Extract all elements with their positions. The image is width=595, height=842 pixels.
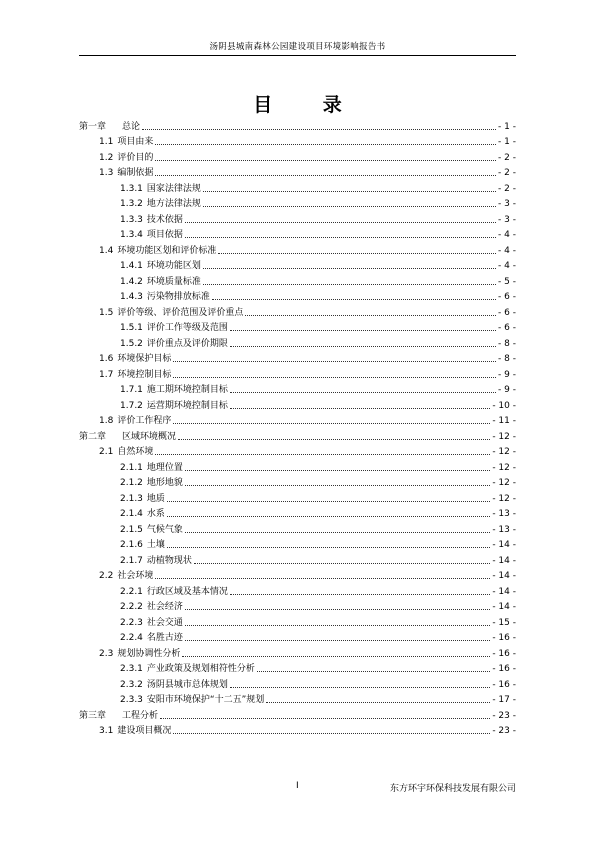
toc-entry-page: - 13 -	[492, 509, 516, 519]
toc-entry-page: - 13 -	[492, 524, 516, 535]
toc-entry[interactable]	[79, 427, 516, 443]
toc-entry-page: - 14 -	[492, 571, 516, 581]
toc-entry-number: 1.3.4	[120, 230, 143, 240]
toc-entry-title: 工程分析	[122, 710, 159, 721]
toc-entry-title: 建设项目概况	[117, 726, 172, 736]
toc-entry-number: 1.1	[99, 137, 114, 147]
toc-entry-title: 环境保护目标	[117, 354, 172, 364]
toc-dot-leader	[155, 454, 490, 455]
toc-entry[interactable]	[79, 179, 516, 195]
toc-entry-title: 社会交通	[146, 617, 183, 628]
toc-dot-leader	[230, 392, 496, 393]
toc-entry-title: 环境功能区划	[146, 261, 201, 271]
toc-entry[interactable]	[79, 241, 516, 257]
toc-entry-title: 评价工作等级及范围	[146, 323, 228, 333]
toc-entry-number: 1.7	[99, 369, 114, 380]
toc-entry-title: 气候气象	[146, 524, 183, 535]
toc-dot-leader	[230, 346, 496, 347]
toc-entry-number: 2.1.1	[120, 462, 143, 473]
toc-dot-leader	[167, 501, 490, 502]
toc-entry[interactable]	[79, 257, 516, 273]
toc-entry-title: 社会环境	[117, 571, 154, 581]
toc-dot-leader	[230, 594, 490, 595]
toc-entry-number: 2.1.5	[120, 524, 143, 535]
toc-entry[interactable]	[79, 722, 516, 738]
toc-entry-page: - 5 -	[498, 276, 516, 287]
toc-entry-number: 1.4.2	[120, 276, 143, 287]
toc-entry-number: 1.4.3	[120, 292, 143, 302]
toc-entry-page: - 12 -	[492, 431, 516, 442]
toc-entry[interactable]	[79, 381, 516, 397]
toc-entry-number: 2.2.1	[120, 586, 143, 597]
toc-entry-title: 污染物排放标准	[146, 292, 210, 302]
toc-entry[interactable]	[79, 598, 516, 614]
toc-entry-page: - 16 -	[492, 648, 516, 659]
toc-entry-page: - 16 -	[492, 633, 516, 643]
page-header: 汤阴县城南森林公园建设项目环境影响报告书	[209, 42, 386, 52]
toc-entry-number: 1.5.2	[120, 338, 143, 349]
toc-entry-number: 1.3.3	[120, 214, 143, 225]
toc-entry-title: 评价目的	[117, 152, 154, 163]
toc-dot-leader	[173, 423, 490, 424]
toc-dot-leader	[266, 702, 490, 703]
toc-entry-title: 行政区域及基本情况	[146, 586, 228, 597]
toc-entry-number: 1.5	[99, 307, 114, 318]
toc-entry-number: 1.7.2	[120, 400, 143, 411]
toc-entry-number: 2.2	[99, 571, 114, 581]
toc-entry-number: 2.1.3	[120, 493, 143, 504]
toc-entry-number: 2.3.3	[120, 695, 143, 705]
toc-entry-page: - 8 -	[498, 354, 516, 364]
toc-entry-number: 1.7.1	[120, 385, 143, 395]
toc-entry-title: 社会经济	[146, 602, 183, 612]
toc-entry-page: - 8 -	[498, 338, 516, 349]
toc-entry-number: 1.4	[99, 245, 114, 256]
toc-entry-page: - 4 -	[498, 245, 516, 256]
toc-entry-page: - 6 -	[498, 323, 516, 333]
toc-entry-title: 汤阴县城市总体规划	[146, 679, 228, 690]
toc-dot-leader	[185, 609, 490, 610]
toc-entry-title: 施工期环境控制目标	[146, 385, 228, 395]
toc-dot-leader	[185, 485, 490, 486]
toc-entry-page: - 2 -	[498, 183, 516, 194]
toc-dot-leader	[155, 578, 490, 579]
toc-entry[interactable]	[79, 505, 516, 521]
toc-entry-number: 2.1.4	[120, 509, 143, 519]
toc-dot-leader	[185, 640, 490, 641]
toc-entry-title: 地方法律法规	[146, 199, 201, 209]
toc-entry[interactable]	[79, 164, 516, 180]
toc-entry-page: - 2 -	[498, 152, 516, 163]
toc-entry[interactable]	[79, 706, 516, 722]
toc-entry-number: 1.6	[99, 354, 114, 364]
toc-entry[interactable]	[79, 133, 516, 149]
header-divider	[79, 55, 516, 56]
toc-entry-title: 地形地貌	[146, 478, 183, 488]
toc-entry-number: 1.2	[99, 152, 114, 163]
toc-entry-number: 2.1.7	[120, 555, 143, 566]
toc-entry[interactable]	[79, 691, 516, 707]
toc-entry-title: 自然环境	[117, 447, 154, 457]
toc-dot-leader	[185, 470, 490, 471]
toc-entry[interactable]	[79, 272, 516, 288]
toc-entry-title: 项目由来	[117, 137, 154, 147]
toc-entry[interactable]	[79, 334, 516, 350]
toc-entry-number: 3.1	[99, 726, 114, 736]
toc-entry[interactable]	[79, 458, 516, 474]
toc-entry-page: - 4 -	[498, 261, 516, 271]
toc-entry-page: - 23 -	[492, 710, 516, 721]
toc-dot-leader	[203, 206, 496, 207]
toc-entry-number: 2.1	[99, 447, 114, 457]
toc-dot-leader	[160, 718, 490, 719]
toc-entry[interactable]	[79, 195, 516, 211]
toc-entry[interactable]	[79, 675, 516, 691]
toc-entry-page: - 14 -	[492, 586, 516, 597]
toc-dot-leader	[203, 191, 496, 192]
toc-entry-title: 运营期环境控制目标	[146, 400, 228, 411]
toc-entry[interactable]	[79, 303, 516, 319]
toc-entry-page: - 14 -	[492, 555, 516, 566]
toc-entry-title: 项目依据	[146, 230, 183, 240]
toc-entry-page: - 3 -	[498, 199, 516, 209]
toc-entry[interactable]	[79, 474, 516, 490]
toc-entry-number: 1.5.1	[120, 323, 143, 333]
toc-entry[interactable]	[79, 350, 516, 366]
toc-entry-title: 土壤	[146, 540, 165, 550]
toc-entry-page: - 1 -	[498, 121, 516, 132]
toc-entry-title: 产业政策及规划相符性分析	[146, 664, 255, 674]
toc-entry-page: - 10 -	[492, 400, 516, 411]
toc-entry-page: - 16 -	[492, 664, 516, 674]
toc-entry-title: 地理位置	[146, 462, 183, 473]
toc-dot-leader	[194, 563, 490, 564]
toc-dot-leader	[182, 656, 490, 657]
toc-entry-title: 环境控制目标	[117, 369, 172, 380]
toc-entry-number: 2.3.2	[120, 679, 143, 690]
toc-entry[interactable]	[79, 117, 516, 133]
toc-entry[interactable]	[79, 629, 516, 645]
toc-entry-title: 规划协调性分析	[117, 648, 181, 659]
toc-entry-title: 环境质量标准	[146, 276, 201, 287]
toc-entry[interactable]	[79, 582, 516, 598]
toc-entry-page: - 15 -	[492, 617, 516, 628]
toc-entry-page: - 6 -	[498, 307, 516, 318]
toc-dot-leader	[178, 439, 490, 440]
toc-entry-number: 1.3.2	[120, 199, 143, 209]
toc-entry-page: - 12 -	[492, 462, 516, 473]
toc-entry-title: 评价重点及评价期限	[146, 338, 228, 349]
toc-entry[interactable]	[79, 210, 516, 226]
toc-entry-title: 地质	[146, 493, 165, 504]
toc-dot-leader	[185, 625, 490, 626]
toc-entry[interactable]	[79, 613, 516, 629]
toc-entry-page: - 14 -	[492, 602, 516, 612]
toc-entry-number: 2.3	[99, 648, 114, 659]
toc-entry-number: 1.3.1	[120, 183, 143, 194]
toc-dot-leader	[173, 733, 490, 734]
toc-dot-leader	[203, 268, 496, 269]
toc-entry[interactable]	[79, 489, 516, 505]
toc-entry-page: - 2 -	[498, 168, 516, 178]
toc-dot-leader	[142, 129, 496, 130]
toc-dot-leader	[185, 532, 490, 533]
toc-entry-title: 动植物现状	[146, 555, 192, 566]
toc-entry-title: 总论	[122, 121, 141, 132]
toc-entry-number: 2.2.3	[120, 617, 143, 628]
toc-dot-leader	[185, 237, 496, 238]
toc-entry[interactable]	[79, 567, 516, 583]
toc-entry[interactable]	[79, 644, 516, 660]
toc-entry-title: 编制依据	[117, 168, 154, 178]
toc-entry[interactable]	[79, 536, 516, 552]
toc-dot-leader	[218, 253, 496, 254]
toc-entry-page: - 11 -	[492, 416, 516, 426]
toc-entry[interactable]	[79, 520, 516, 536]
toc-entry-title: 技术依据	[146, 214, 183, 225]
toc-entry-title: 国家法律法规	[146, 183, 201, 194]
toc-entry-number: 第一章	[79, 121, 107, 132]
toc-entry[interactable]	[79, 396, 516, 412]
toc-entry-page: - 6 -	[498, 292, 516, 302]
toc-entry-page: - 23 -	[492, 726, 516, 736]
toc-entry-number: 1.4.1	[120, 261, 143, 271]
toc-dot-leader	[167, 547, 490, 548]
toc-entry-title: 名胜古迹	[146, 633, 183, 643]
toc-entry-page: - 14 -	[492, 540, 516, 550]
toc-dot-leader	[173, 377, 496, 378]
toc-dot-leader	[257, 671, 490, 672]
toc-entry-number: 2.2.2	[120, 602, 143, 612]
toc-entry-title: 评价等级、评价范围及评价重点	[117, 307, 244, 318]
toc-entry[interactable]	[79, 660, 516, 676]
toc-entry-page: - 9 -	[498, 369, 516, 380]
toc-dot-leader	[155, 160, 496, 161]
toc-entry-title: 评价工作程序	[117, 416, 172, 426]
toc-entry[interactable]	[79, 148, 516, 164]
toc-dot-leader	[230, 687, 490, 688]
toc-dot-leader	[173, 361, 496, 362]
toc-entry-number: 2.1.6	[120, 540, 143, 550]
toc-entry-page: - 12 -	[492, 493, 516, 504]
toc-entry-page: - 4 -	[498, 230, 516, 240]
toc-entry[interactable]	[79, 319, 516, 335]
footer-company: 东方环宇环保科技发展有限公司	[389, 784, 516, 794]
toc-dot-leader	[185, 222, 496, 223]
toc-dot-leader	[167, 516, 490, 517]
toc-dot-leader	[155, 175, 496, 176]
toc-entry-page: - 17 -	[492, 695, 516, 705]
toc-dot-leader	[230, 330, 496, 331]
toc-entry-page: - 9 -	[498, 385, 516, 395]
toc-entry-number: 第三章	[79, 710, 107, 721]
toc-entry[interactable]	[79, 551, 516, 567]
toc-entry-number: 第二章	[79, 431, 107, 442]
toc-entry-title: 区域环境概况	[122, 431, 177, 442]
toc-dot-leader	[203, 284, 496, 285]
toc-entry-title: 安阳市环境保护“十二五”规划	[146, 695, 265, 705]
table-of-contents	[79, 117, 516, 737]
toc-entry-page: - 16 -	[492, 679, 516, 690]
toc-entry-number: 2.2.4	[120, 633, 143, 643]
toc-entry-number: 1.8	[99, 416, 114, 426]
footer-page-number: I	[296, 781, 299, 791]
toc-entry-page: - 1 -	[498, 137, 516, 147]
toc-entry[interactable]	[79, 288, 516, 304]
toc-entry[interactable]	[79, 443, 516, 459]
toc-entry[interactable]	[79, 412, 516, 428]
toc-entry-title: 环境功能区划和评价标准	[117, 245, 217, 256]
toc-entry-number: 2.1.2	[120, 478, 143, 488]
toc-entry-number: 1.3	[99, 168, 114, 178]
toc-title: 目 录	[253, 94, 364, 116]
toc-entry-page: - 12 -	[492, 447, 516, 457]
toc-dot-leader	[155, 144, 496, 145]
toc-entry[interactable]	[79, 365, 516, 381]
toc-dot-leader	[230, 408, 490, 409]
toc-dot-leader	[245, 315, 496, 316]
toc-entry-page: - 3 -	[498, 214, 516, 225]
toc-dot-leader	[212, 299, 496, 300]
toc-entry[interactable]	[79, 226, 516, 242]
toc-entry-page: - 12 -	[492, 478, 516, 488]
toc-entry-title: 水系	[146, 509, 165, 519]
toc-entry-number: 2.3.1	[120, 664, 143, 674]
